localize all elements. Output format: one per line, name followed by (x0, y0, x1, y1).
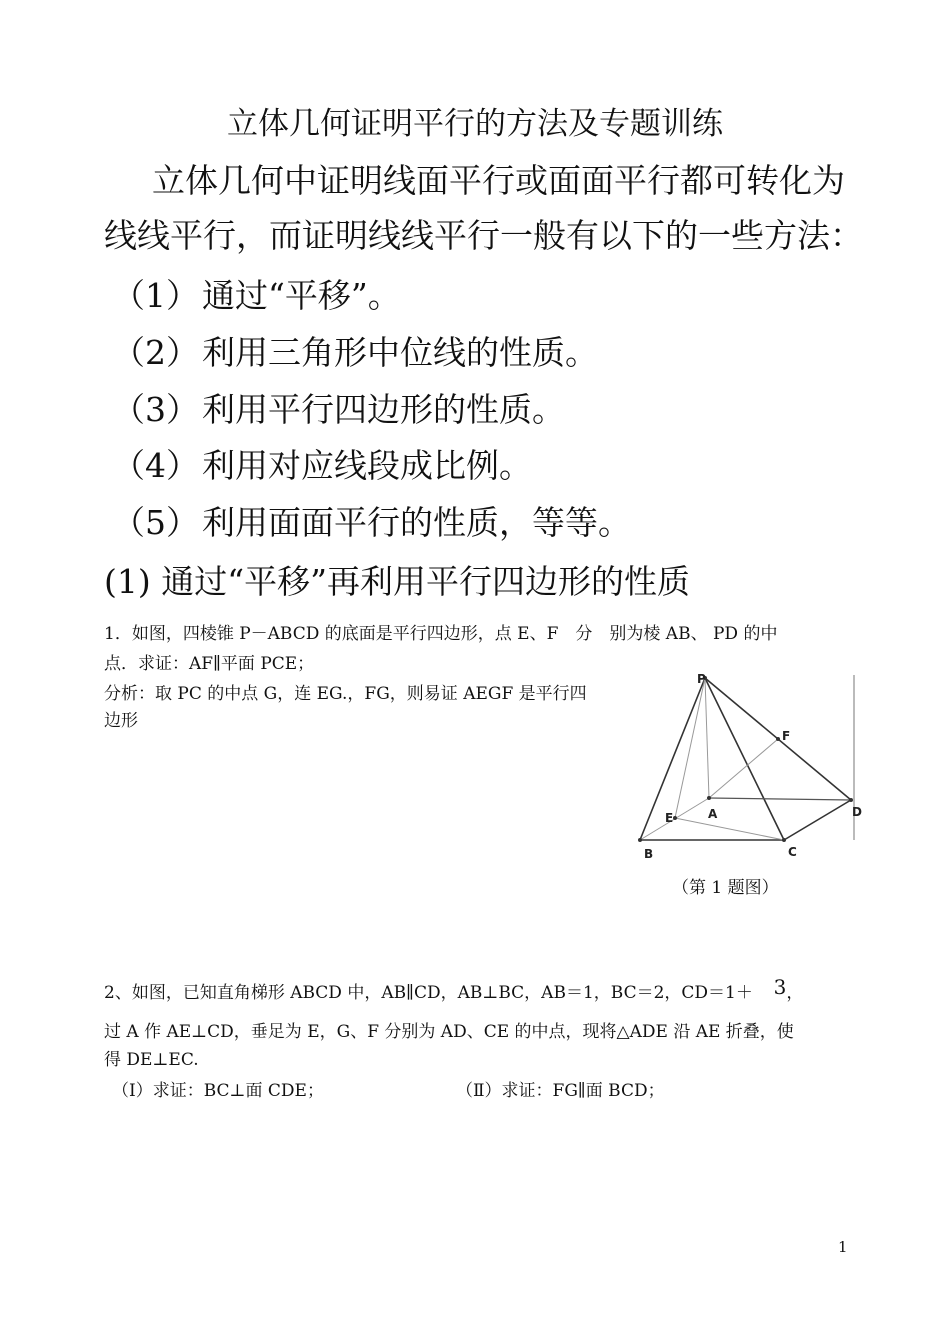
problem1-analysis-line1: 分析：取 PC 的中点 G，连 EG.，FG，则易证 AEGF 是平行四 (104, 684, 587, 704)
edge-AD (709, 798, 851, 800)
problem2-line1-text: 2、如图，已知直角梯形 ABCD 中，AB∥CD，AB⊥BC，AB＝1，BC＝2，CD＝1＋ (104, 983, 753, 1003)
page-title: 立体几何证明平行的方法及专题训练 (227, 106, 723, 142)
intro-line-2: 线线平行，而证明线线平行一般有以下的一些方法： (104, 216, 863, 255)
method-number: （3） (112, 390, 199, 429)
method-text: 利用面面平行的性质，等等。 (202, 503, 631, 542)
method-number: （2） (112, 333, 199, 372)
label-F: F (782, 729, 791, 743)
problem1-analysis-line2: 边形 (104, 711, 138, 731)
label-E: E (665, 811, 674, 825)
label-C: C (788, 845, 797, 859)
pyramid-figure (620, 660, 865, 865)
point-E (673, 816, 677, 820)
point-A (707, 796, 711, 800)
segment-EC (675, 818, 784, 840)
problem2-part1: （Ⅰ）求证：BC⊥面 CDE； (112, 1081, 324, 1101)
method-text: 利用对应线段成比例。 (202, 446, 532, 485)
problem1-statement-line1: 1．如图，四棱锥 P－ABCD 的底面是平行四边形，点 E、F 分 别为棱 AB、 PD 的中 (104, 624, 778, 644)
method-text: 通过“平移”。 (202, 276, 401, 315)
label-A: A (708, 807, 718, 821)
label-P: P (697, 672, 706, 686)
sqrt-three: 3 (773, 975, 787, 999)
method-item (112, 497, 631, 544)
figure-caption: （第 1 题图） (672, 878, 779, 898)
method-number: （4） (112, 446, 199, 485)
method-text: 利用三角形中位线的性质。 (202, 333, 598, 372)
problem2-statement-line1 (104, 975, 804, 1003)
problem2-statement-line3: 得 DE⊥EC. (104, 1050, 199, 1070)
point-D (849, 798, 853, 802)
method-item (112, 270, 401, 317)
segment-AF (709, 739, 778, 798)
method-number: （1） (112, 276, 199, 315)
problem2-statement-line2: 过 A 作 AE⊥CD，垂足为 E，G、F 分别为 AD、CE 的中点，现将△ADE 沿 AE 折叠，使 (104, 1022, 794, 1042)
method-number: （5） (112, 503, 199, 542)
method-item (112, 440, 532, 487)
problem2-line1-end: ， (786, 983, 804, 1003)
section-heading: (1) 通过“平移”再利用平行四边形的性质 (104, 562, 690, 601)
label-B: B (644, 847, 654, 861)
intro-line-1: 立体几何中证明线面平行或面面平行都可转化为 (152, 161, 845, 200)
method-item (112, 384, 565, 431)
label-D: D (852, 805, 862, 819)
method-item (112, 327, 598, 374)
page-number: 1 (838, 1238, 848, 1256)
edge-PA (705, 678, 709, 798)
segment-EP (675, 678, 705, 818)
point-C (782, 838, 786, 842)
problem1-statement-line2: 点．求证：AF∥平面 PCE； (104, 654, 315, 674)
edge-CD (784, 800, 851, 840)
problem2-part2: （Ⅱ）求证：FG∥面 BCD； (456, 1081, 665, 1101)
method-text: 利用平行四边形的性质。 (202, 390, 565, 429)
point-F (776, 737, 780, 741)
point-B (638, 838, 642, 842)
